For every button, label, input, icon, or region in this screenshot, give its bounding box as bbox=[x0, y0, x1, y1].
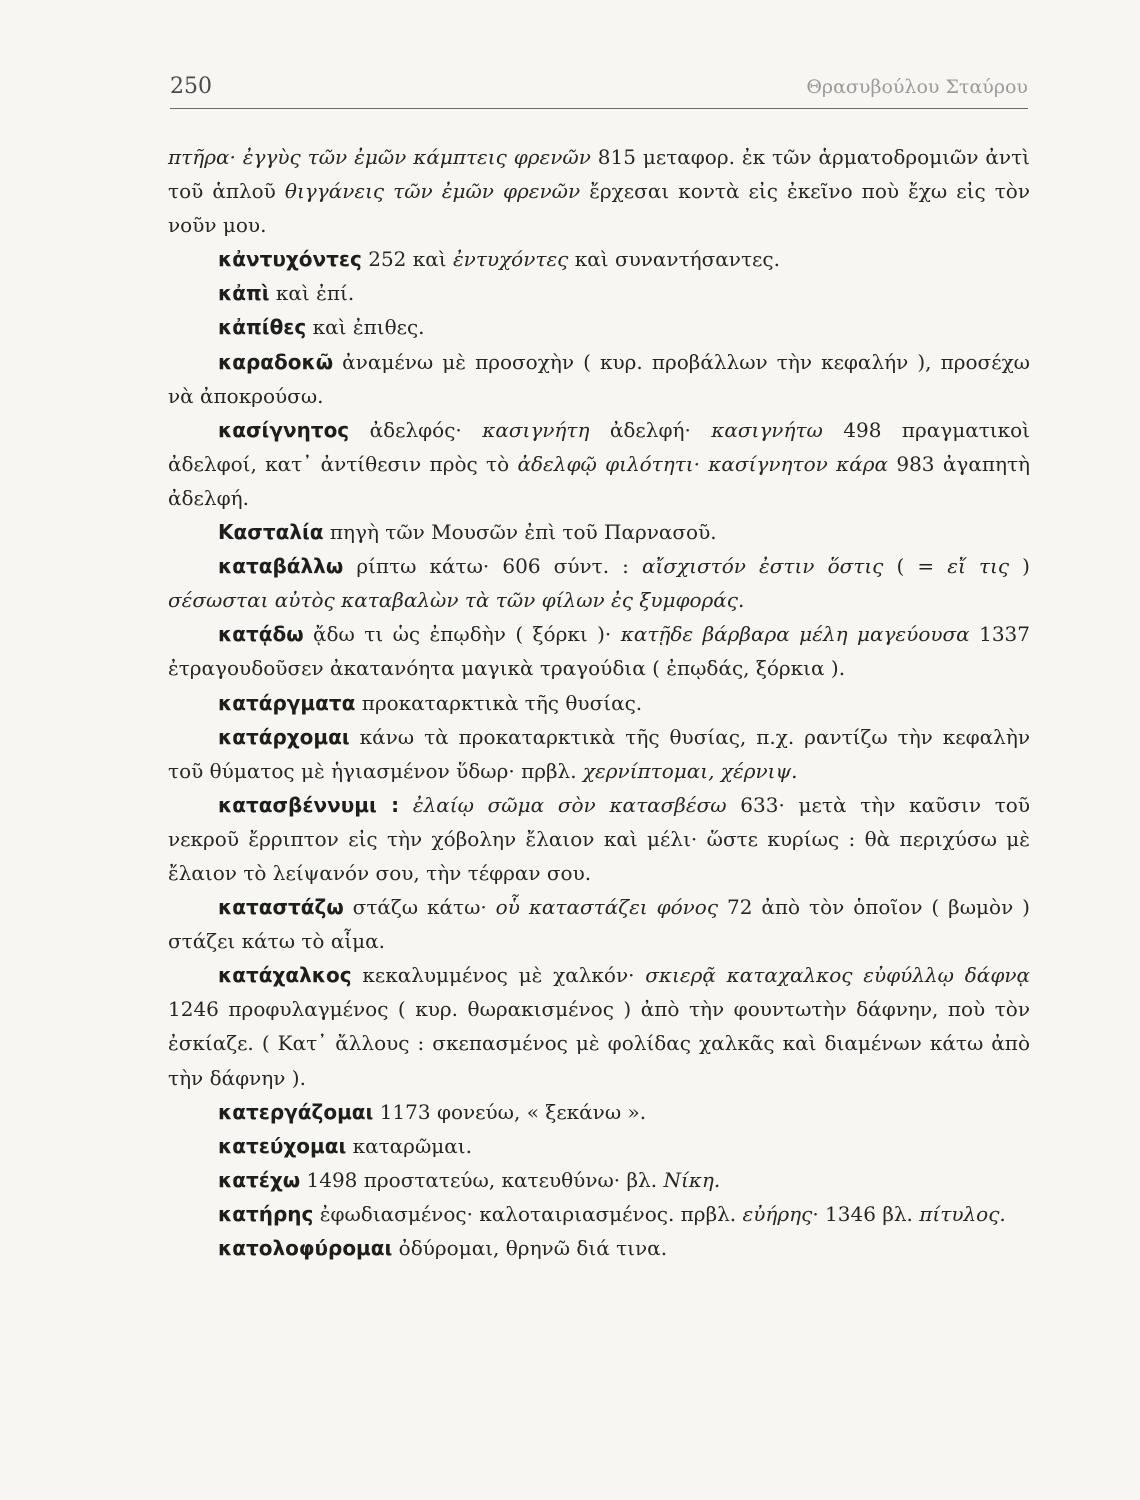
italic-quote: πίτυλος. bbox=[919, 1201, 1006, 1226]
italic-quote: σκιερᾷ καταχαλκος εὐφύλλῳ δάφνᾳ bbox=[645, 963, 1030, 988]
gloss-text: καὶ ἐπί. bbox=[269, 281, 355, 306]
headword: κατᾴδω bbox=[218, 622, 304, 647]
running-head: Θρασυβούλου Σταύρου bbox=[806, 76, 1028, 98]
italic-quote: χερνίπτομαι, χέρνιψ. bbox=[582, 758, 798, 783]
headword: κατέχω bbox=[218, 1167, 301, 1192]
gloss-text: ἀδελφή· bbox=[589, 417, 712, 442]
gloss-text: καὶ συναντήσαντες. bbox=[568, 247, 780, 272]
headword: καταστάζω bbox=[218, 895, 344, 920]
gloss-text bbox=[399, 793, 413, 817]
gloss-text: ᾄδω τι ὡς ἐπῳδὴν ( ξόρκι )· bbox=[303, 622, 621, 647]
headword: Κασταλία bbox=[218, 520, 324, 545]
gloss-text: πηγὴ τῶν Μουσῶν ἐπὶ τοῦ Παρνασοῦ. bbox=[323, 520, 717, 545]
headword: κατεύχομαι bbox=[218, 1133, 347, 1158]
headword: κασίγνητος bbox=[218, 417, 350, 442]
glossary-entry bbox=[168, 890, 1030, 958]
headword: κατολοφύρομαι bbox=[218, 1236, 393, 1260]
glossary-entry bbox=[168, 276, 1030, 310]
italic-quote: ἀδελφῷ φιλότητι· κασίγνητον κάρα bbox=[517, 451, 889, 476]
italic-quote: οὗ καταστάζει φόνος bbox=[495, 895, 719, 920]
continued-entry bbox=[168, 140, 1030, 242]
page-number: 250 bbox=[170, 74, 212, 99]
italic-quote: πτῆρα· ἐγγὺς τῶν ἐμῶν κάμπτεις φρενῶν bbox=[168, 145, 591, 169]
glossary-entry bbox=[168, 617, 1030, 685]
glossary-entry bbox=[168, 413, 1030, 515]
gloss-text: 1246 προφυλαγμένος ( κυρ. θωρακισμένος ) ἀπὸ τὴν φουντωτὴν δάφνην, ποὺ τὸν ἐσκίαζε. ( Κατ᾽ ἄλλους : σκεπασμένος μὲ φολίδας χαλκᾶς καὶ διαμένων κάτω ἀπὸ τὴν δάφνην ). bbox=[168, 997, 1030, 1090]
italic-quote: θιγγάνεις τῶν ἐμῶν φρενῶν bbox=[284, 179, 581, 204]
gloss-text: ( = bbox=[883, 554, 948, 579]
gloss-text: 72 ἀπὸ τὸν ὁποῖον ( βωμὸν ) στάζει κάτω τὸ αἷμα. bbox=[168, 895, 1030, 954]
headword: κἀπίθες bbox=[218, 315, 307, 340]
glossary-entry bbox=[168, 345, 1030, 413]
page-header bbox=[170, 74, 1028, 108]
gloss-text: 498 πραγματικοὶ ἀδελφοί, κατ᾽ ἀντίθεσιν πρὸς τὸ bbox=[168, 417, 1030, 476]
headword: καραδοκῶ bbox=[218, 349, 334, 374]
gloss-text: 1173 φονεύω, « ξεκάνω ». bbox=[373, 1099, 647, 1124]
glossary-entry bbox=[168, 515, 1030, 549]
glossary-entry bbox=[168, 720, 1030, 788]
gloss-text: προκαταρκτικὰ τῆς θυσίας. bbox=[355, 690, 643, 715]
italic-quote: εἴ τις bbox=[947, 554, 1010, 579]
gloss-text: κάνω τὰ προκαταρκτικὰ τῆς θυσίας, π.χ. ραντίζω τὴν κεφαλὴν τοῦ θύματος μὲ ἡγιασμένον ὕδωρ· πρβλ. bbox=[168, 724, 1030, 783]
headword: κατάχαλκος bbox=[218, 963, 352, 988]
italic-quote: κασιγνήτω bbox=[711, 417, 823, 442]
gloss-text: ἀναμένω μὲ προσοχὴν ( κυρ. προβάλλων τὴν κεφαλήν ), προσέχω νὰ ἀποκρούσω. bbox=[168, 349, 1030, 408]
italic-quote: Νίκη. bbox=[663, 1167, 721, 1192]
glossary-entry bbox=[168, 958, 1030, 1094]
glossary-entry bbox=[168, 788, 1030, 890]
header-rule bbox=[170, 108, 1028, 109]
glossary-entry bbox=[168, 1129, 1030, 1163]
glossary-entry bbox=[168, 310, 1030, 344]
headword: κατεργάζομαι bbox=[218, 1099, 374, 1124]
headword: κἀντυχόντες bbox=[218, 247, 362, 272]
gloss-text: στάζω κάτω· bbox=[343, 895, 496, 920]
gloss-text: ὀδύρομαι, θρηνῶ διά τινα. bbox=[392, 1236, 668, 1260]
headword: κἀπὶ bbox=[218, 281, 270, 306]
glossary-entry bbox=[168, 1095, 1030, 1129]
italic-quote: κασιγνήτη bbox=[482, 417, 590, 442]
headword: κατάρχομαι bbox=[218, 724, 350, 749]
glossary-entry bbox=[168, 1197, 1030, 1231]
gloss-text: ἀδελφός· bbox=[349, 417, 483, 442]
gloss-text: κεκαλυμμένος μὲ χαλκόν· bbox=[351, 963, 646, 988]
headword: κατήρης bbox=[218, 1201, 314, 1226]
italic-quote: ἐλαίῳ σῶμα σὸν κατασβέσω bbox=[412, 792, 727, 817]
glossary-entry bbox=[168, 549, 1030, 617]
gloss-text: ἐφωδιασμένος· καλοταιριασμένος. πρβλ. bbox=[313, 1201, 743, 1226]
gloss-text: 1337 ἐτραγουδοῦσεν ἀκατανόητα μαγικὰ τραγούδια ( ἐπῳδάς, ξόρκια ). bbox=[168, 622, 1031, 681]
gloss-text: 1498 προστατεύω, κατευθύνω· βλ. bbox=[300, 1167, 664, 1192]
headword: καταβάλλω bbox=[218, 554, 344, 579]
gloss-text: καταρῶμαι. bbox=[346, 1133, 472, 1158]
glossary-entry bbox=[168, 1231, 1030, 1265]
italic-quote: εὐήρης bbox=[742, 1201, 813, 1226]
headword: κατασβέννυμι : bbox=[218, 792, 400, 817]
italic-quote: σέσωσται αὐτὸς καταβαλὼν τὰ τῶν φίλων ἐς ξυμφοράς. bbox=[168, 588, 745, 613]
glossary-entry bbox=[168, 686, 1030, 720]
gloss-text: 633· μετὰ τὴν καῦσιν τοῦ νεκροῦ ἔρριπτον εἰς τὴν χόβολην ἔλαιον καὶ μέλι· ὥστε κυρίως : θὰ περιχύσω μὲ ἔλαιον τὸ λείψανόν σου, τὴν τέφραν σου. bbox=[168, 792, 1030, 885]
gloss-text: ἔρχεσαι κοντὰ εἰς ἐκεῖνο ποὺ ἔχω εἰς τὸν νοῦν μου. bbox=[168, 179, 1030, 238]
gloss-text: καὶ ἐπιθες. bbox=[306, 315, 425, 340]
gloss-text: ρίπτω κάτω· 606 σύντ. : bbox=[343, 554, 643, 579]
glossary-entry bbox=[168, 1163, 1030, 1197]
italic-quote: αἴσχιστόν ἐστιν ὅστις bbox=[642, 554, 884, 579]
gloss-text: 983 ἀγαπητὴ ἀδελφή. bbox=[168, 451, 1031, 510]
italic-quote: ἐντυχόντες bbox=[452, 247, 569, 272]
headword: κατάργματα bbox=[218, 690, 356, 715]
gloss-text: 815 μεταφορ. ἐκ τῶν ἁρματοδρομιῶν ἀντὶ τοῦ ἁπλοῦ bbox=[168, 145, 1030, 204]
gloss-text: · 1346 βλ. bbox=[812, 1201, 920, 1226]
glossary-entry bbox=[168, 242, 1030, 276]
glossary-body bbox=[168, 140, 1030, 1265]
gloss-text: 252 καὶ bbox=[361, 247, 453, 272]
gloss-text: ) bbox=[1009, 554, 1030, 579]
italic-quote: κατῇδε βάρβαρα μέλη μαγεύουσα bbox=[620, 622, 970, 647]
